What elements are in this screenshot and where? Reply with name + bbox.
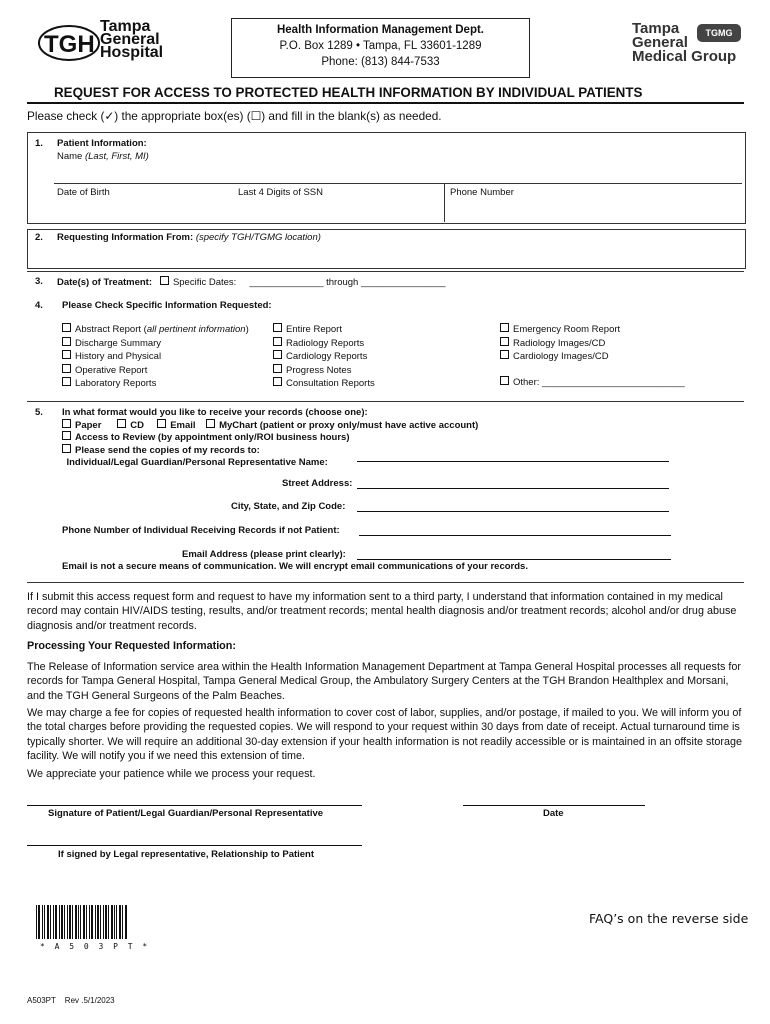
checkbox-label-end: )	[245, 324, 249, 335]
checkbox[interactable]	[273, 350, 282, 359]
mychart-label: MyChart (patient or proxy only/must have active account)	[219, 419, 479, 431]
tgmg-name-line: General	[632, 34, 688, 51]
third-party-notice: If I submit this access request form and request to have my information sent to a third party, I understand that information contained in my medical record may contain HIV/AIDS testing, results, and/or treatment records; mental health diagnosis and/or treatment records; alcohol and/or drug abuse diagnosis and/or treatment records.	[27, 591, 737, 632]
rep-name-input[interactable]	[357, 452, 669, 462]
checkbox-item[interactable]	[500, 323, 685, 337]
checkbox[interactable]	[62, 350, 71, 359]
tgmg-badge	[697, 24, 741, 42]
checkbox-label: Radiology Images/CD	[513, 337, 606, 349]
checkbox-label: Entire Report	[286, 324, 342, 335]
through-label: through	[326, 277, 359, 288]
checkbox[interactable]	[273, 337, 282, 346]
checkbox-item[interactable]	[273, 350, 375, 364]
relationship-label: If signed by Legal representative, Relationship to Patient	[58, 849, 315, 860]
processing-heading: Processing Your Requested Information:	[27, 640, 236, 652]
checkbox-label: Cardiology Images/CD	[513, 351, 609, 363]
city-label: City, State, and Zip Code:	[231, 501, 346, 512]
department-name: Health Information Management Dept.	[276, 24, 485, 36]
cd-label: CD	[130, 419, 144, 431]
checkbox-label: Progress Notes	[286, 364, 352, 376]
checkbox-item[interactable]	[273, 377, 375, 391]
end-date-input[interactable]: ________________	[361, 277, 446, 288]
department-address-box	[231, 18, 530, 78]
tgh-logo-name	[100, 20, 163, 59]
paper-checkbox[interactable]	[62, 419, 71, 428]
email-label: Email	[170, 419, 196, 431]
phone-divider	[444, 184, 445, 222]
checkbox-item[interactable]	[273, 323, 375, 337]
section-1-label: Patient Information:	[57, 138, 147, 149]
section-2-number: 2.	[35, 232, 43, 243]
format-question: In what format would you like to receive your records (choose one):	[62, 407, 368, 418]
street-label: Street Address:	[282, 478, 353, 489]
tgmg-name-line: Medical Group	[632, 48, 737, 65]
tgh-name-line: Hospital	[100, 44, 164, 61]
relationship-line[interactable]	[27, 845, 362, 847]
email-warning: Email is not a secure means of communication. We will encrypt email communications of your records.	[62, 561, 528, 572]
receiving-phone-label: Phone Number of Individual Receiving Records if not Patient:	[62, 525, 340, 536]
checkbox[interactable]	[62, 364, 71, 373]
checkbox-item-other[interactable]	[500, 376, 685, 390]
checkbox[interactable]	[62, 377, 71, 386]
checkbox-label: Abstract Report (	[75, 324, 147, 335]
access-review-label: Access to Review (by appointment only/ROI business hours)	[75, 432, 350, 444]
faq-note: FAQ’s on the reverse side	[589, 911, 749, 926]
checkbox[interactable]	[500, 350, 509, 359]
checkbox-item[interactable]	[500, 350, 685, 364]
checkbox-item[interactable]	[273, 337, 375, 351]
checkbox-label: History and Physical	[75, 351, 162, 363]
department-address: P.O. Box 1289 • Tampa, FL 33601-1289	[279, 40, 482, 52]
signature-label: Signature of Patient/Legal Guardian/Personal Representative	[48, 808, 324, 819]
checkbox[interactable]	[273, 364, 282, 373]
tgh-logo-mark-text: TGH	[44, 31, 95, 58]
receiving-phone-input[interactable]	[359, 525, 671, 536]
checkbox[interactable]	[273, 377, 282, 386]
email-address-input[interactable]	[357, 549, 671, 560]
tgmg-badge-text: TGMG	[705, 28, 733, 38]
checkbox-label: Laboratory Reports	[75, 378, 157, 390]
checkbox[interactable]	[62, 337, 71, 346]
info-col-2	[273, 323, 375, 391]
paper-label: Paper	[75, 419, 102, 431]
checkbox-label: Consultation Reports	[286, 378, 375, 390]
email-checkbox[interactable]	[157, 419, 166, 428]
instructions: Please check (✓) the appropriate box(es) (☐) and fill in the blank(s) as needed.	[27, 109, 442, 123]
section-4-label: Please Check Specific Information Requested:	[62, 300, 272, 311]
section-2-label-row	[57, 232, 321, 243]
phone-label: Phone Number	[450, 187, 514, 198]
start-date-input[interactable]: ______________	[249, 277, 324, 288]
checkbox[interactable]	[500, 376, 509, 385]
email-address-label: Email Address (please print clearly):	[182, 549, 346, 560]
date-label: Date	[543, 808, 564, 819]
dob-label: Date of Birth	[57, 187, 110, 198]
access-review-checkbox[interactable]	[62, 431, 71, 440]
ssn-label: Last 4 Digits of SSN	[238, 187, 324, 198]
section-3-row	[57, 276, 446, 288]
section-dates-of-treatment	[27, 271, 744, 272]
checkbox-item[interactable]	[500, 337, 685, 351]
city-input[interactable]	[357, 501, 669, 512]
checkbox[interactable]	[500, 337, 509, 346]
barcode-text: * A 5 0 3 P T *	[40, 942, 150, 951]
tgh-name-line: General	[100, 31, 160, 48]
form-id-row	[27, 996, 115, 1005]
specific-dates-label: Specific Dates:	[172, 277, 237, 288]
date-line[interactable]	[463, 805, 645, 807]
checkbox-item[interactable]	[62, 364, 249, 378]
section-2-label: Requesting Information From:	[57, 232, 194, 243]
checkbox-label: Emergency Room Report	[513, 324, 621, 335]
processing-paragraph: The Release of Information service area within the Health Information Management Department at Tampa General Hospital processes all requests for records for Tampa General Hospital, Tampa General Medical Group, the Ambulatory Surgery Centers at the TGH Brandon Healthplex and Morsani, and the TGH General Surgeons of the Palm Beaches.	[27, 661, 741, 702]
patience-note: We appreciate your patience while we process your request.	[27, 768, 316, 780]
send-copies-label: Please send the copies of my records to:	[75, 445, 260, 457]
ssn-input[interactable]	[235, 184, 443, 221]
name-label: Name	[57, 151, 83, 162]
checkbox-item[interactable]	[62, 377, 249, 391]
barcode	[36, 905, 128, 941]
section-3-label: Date(s) of Treatment:	[57, 277, 153, 288]
requesting-location-input[interactable]	[54, 244, 742, 266]
name-field-label	[57, 151, 149, 162]
checkbox-item[interactable]	[62, 323, 249, 337]
street-input[interactable]	[357, 478, 669, 489]
checkbox-label: Radiology Reports	[286, 337, 365, 349]
section-3-number: 3.	[35, 276, 43, 287]
fee-paragraph: We may charge a fee for copies of requested health information to cover cost of labor, supplies, and/or postage, if mailed to you. We will inform you of the total charges before providing the requested copies. We will respond to your request within 30 days from date of receipt. Actual turnaround time is typically shorter. We will require an additional 30-day extension if your health information is not readily accessible or is maintained in an offsite storage facility. We will notify you if we need this extension of time.	[27, 707, 742, 762]
send-copies-checkbox[interactable]	[62, 444, 71, 453]
checkbox-label: Operative Report	[75, 364, 148, 376]
cd-checkbox[interactable]	[117, 419, 126, 428]
info-col-3	[500, 323, 685, 390]
checkbox-label: Cardiology Reports	[286, 351, 368, 363]
name-hint: (Last, First, MI)	[84, 151, 149, 162]
phone-input[interactable]	[446, 184, 742, 221]
section-2-hint: (specify TGH/TGMG location)	[195, 232, 321, 243]
title-rule	[27, 102, 744, 104]
signature-line[interactable]	[27, 805, 362, 807]
checkbox-label-italic: all pertinent information	[146, 324, 246, 335]
page-title: REQUEST FOR ACCESS TO PROTECTED HEALTH INFORMATION BY INDIVIDUAL PATIENTS	[54, 85, 643, 100]
form-revision: Rev .5/1/2023	[64, 996, 115, 1005]
section-1-number: 1.	[35, 138, 43, 149]
rep-name-label: Individual/Legal Guardian/Personal Representative Name:	[66, 456, 328, 468]
checkbox[interactable]	[62, 323, 71, 332]
specific-dates-checkbox[interactable]	[160, 276, 169, 285]
checkbox-item[interactable]	[62, 350, 249, 364]
section-4-number: 4.	[35, 300, 43, 311]
info-col-1	[62, 323, 249, 391]
form-id: A503PT	[27, 996, 56, 1005]
checkbox-item[interactable]	[273, 364, 375, 378]
checkbox-label: Discharge Summary	[75, 337, 162, 349]
checkbox[interactable]	[500, 323, 509, 332]
department-phone: Phone: (813) 844-7533	[321, 56, 440, 68]
barcode-bars	[36, 905, 128, 941]
checkbox-item[interactable]	[62, 337, 249, 351]
tgh-name-line: Tampa	[100, 18, 151, 35]
name-input[interactable]	[54, 163, 742, 184]
section-5-number: 5.	[35, 407, 43, 418]
other-field[interactable]: Other: ___________________________	[513, 377, 685, 389]
tgmg-name-line: Tampa	[632, 20, 680, 37]
mychart-checkbox[interactable]	[206, 419, 215, 428]
checkbox[interactable]	[273, 323, 282, 332]
